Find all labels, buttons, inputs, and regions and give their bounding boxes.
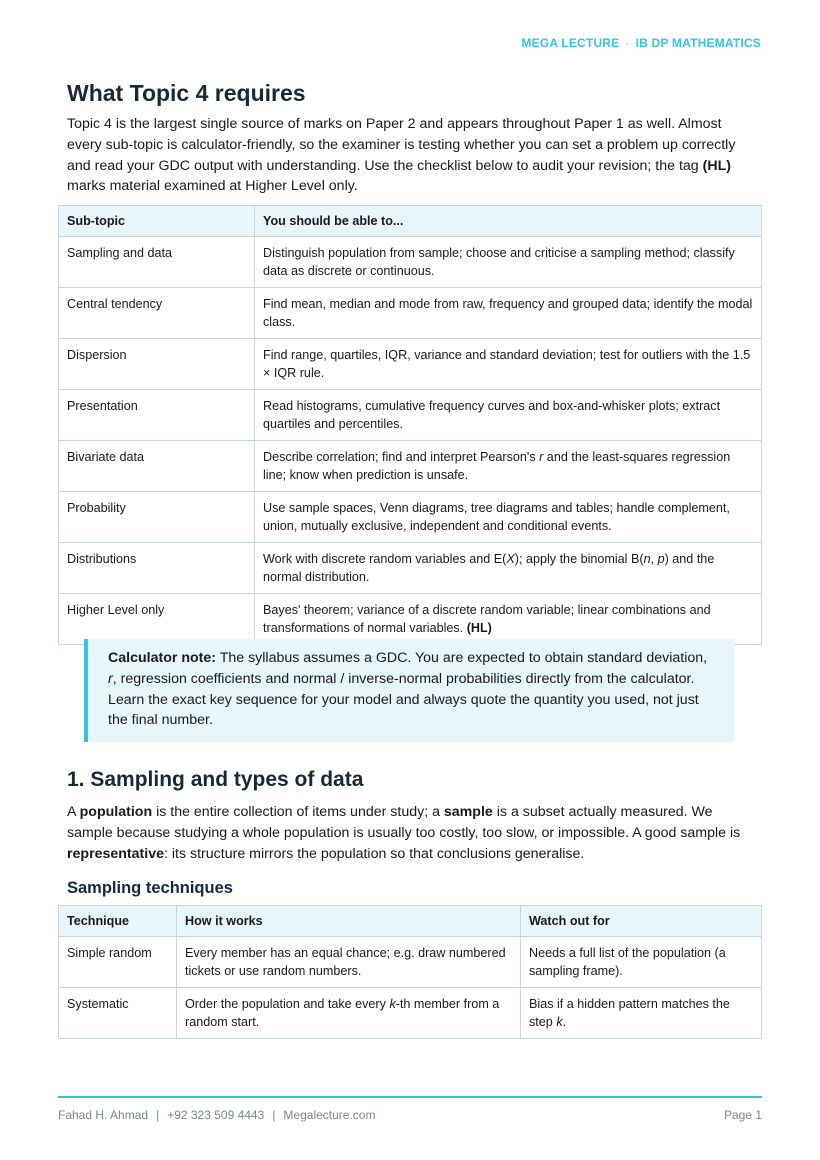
desc-part: ) and the normal distribution.	[263, 552, 715, 584]
note-label: Calculator note:	[108, 650, 216, 666]
variable-x: X	[506, 552, 515, 566]
calculator-note-box	[84, 639, 734, 742]
desc-part: and the least-squares regression line; know when prediction is unsafe.	[263, 450, 731, 482]
variable-k: k	[556, 1015, 563, 1029]
intro-text: Topic 4 is the largest single source of marks on Paper 2 and appears throughout Paper 1 as well. Almost every sub-topic is calculator-friendly, so the examiner is testing whether you can set a problem up correctly and read your GDC output with understanding. Use the checklist below to audit your revision; the tag	[67, 116, 736, 174]
how-cell	[177, 988, 521, 1039]
variable-r: r	[108, 670, 113, 687]
subtopic-cell: Sampling and data	[59, 237, 255, 288]
section-title-requires: What Topic 4 requires	[67, 80, 306, 106]
table-row	[59, 594, 762, 645]
description-cell: Use sample spaces, Venn diagrams, tree diagrams and tables; handle complement, union, mutually exclusive, independent and conditional events.	[255, 492, 762, 543]
para-text: is the entire collection of items under study; a	[152, 804, 444, 820]
hl-tag: (HL)	[702, 157, 732, 174]
description-cell: Find range, quartiles, IQR, variance and standard deviation; test for outliers with the 1.5 × IQR rule.	[255, 339, 762, 390]
description-cell: Find mean, median and mode from raw, frequency and grouped data; identify the modal class.	[255, 288, 762, 339]
how-part: Order the population and take every	[185, 997, 390, 1011]
footer-site: Megalecture.com	[283, 1108, 376, 1122]
footer-divider	[58, 1096, 762, 1098]
desc-part: Describe correlation; find and interpret Pearson's	[263, 450, 540, 464]
subtopic-cell: Central tendency	[59, 288, 255, 339]
note-text: , regression coefficients and normal / inverse-normal probabilities directly from the calculator. Learn the exact key sequence for your model and always quote the quantity you used, not just the final number.	[108, 670, 699, 729]
desc-part: ); apply the binomial B(	[514, 552, 644, 566]
description-cell	[255, 441, 762, 492]
how-cell: Every member has an equal chance; e.g. draw numbered tickets or use random numbers.	[177, 937, 521, 988]
note-text: The syllabus assumes a GDC. You are expected to obtain standard deviation,	[219, 650, 708, 666]
brand-subject: IB DP MATHEMATICS	[635, 36, 761, 50]
table-row	[59, 988, 762, 1039]
table-row	[59, 390, 762, 441]
sampling-paragraph	[67, 802, 762, 864]
table-header-row	[59, 906, 762, 937]
header-brand	[521, 36, 761, 50]
footer-author: Fahad H. Ahmad	[58, 1108, 149, 1122]
subtopic-cell: Dispersion	[59, 339, 255, 390]
technique-cell: Systematic	[59, 988, 177, 1039]
watch-part: Bias if a hidden pattern matches the step	[529, 997, 730, 1029]
brand-name: MEGA LECTURE	[521, 36, 620, 50]
technique-cell: Simple random	[59, 937, 177, 988]
footer-contact	[58, 1108, 375, 1122]
watch-part: .	[562, 1015, 567, 1029]
header-technique: Technique	[59, 906, 177, 937]
intro-paragraph	[67, 114, 757, 197]
description-cell	[255, 543, 762, 594]
header-how: How it works	[177, 906, 521, 937]
term-sample: sample	[443, 804, 493, 820]
subtopic-cell: Presentation	[59, 390, 255, 441]
page-number: Page 1	[723, 1108, 762, 1122]
desc-part: Bayes' theorem; variance of a discrete random variable; linear combinations and transformations of normal variables.	[263, 603, 711, 635]
variable-n: n	[643, 552, 651, 566]
desc-part: Work with discrete random variables and E(	[263, 552, 507, 566]
table-row	[59, 237, 762, 288]
subtopic-cell: Distributions	[59, 543, 255, 594]
table-row	[59, 492, 762, 543]
how-part: -th member from a random start.	[185, 997, 500, 1029]
footer-pipe: |	[156, 1108, 160, 1122]
table-row	[59, 288, 762, 339]
term-representative: representative	[67, 845, 164, 862]
hl-tag: (HL)	[466, 621, 492, 635]
variable-k: k	[389, 997, 396, 1011]
table-row	[59, 543, 762, 594]
para-text: is a subset actually measured. We sample because studying a whole population is usually too costly, too slow, or impossible. A good sample is	[67, 804, 741, 841]
watch-cell: Needs a full list of the population (a sampling frame).	[521, 937, 762, 988]
table-row	[59, 339, 762, 390]
techniques-table	[58, 905, 762, 1039]
brand-separator: ·	[625, 36, 630, 50]
description-cell	[255, 594, 762, 645]
section-title-sampling: 1. Sampling and types of data	[67, 768, 364, 791]
table-row	[59, 441, 762, 492]
variable-r: r	[539, 450, 544, 464]
variable-p: p	[657, 552, 665, 566]
table-header-row	[59, 206, 762, 237]
para-text: : its structure mirrors the population so that conclusions generalise.	[164, 845, 585, 862]
header-watch: Watch out for	[521, 906, 762, 937]
table-row	[59, 937, 762, 988]
subtopic-cell: Probability	[59, 492, 255, 543]
term-population: population	[79, 804, 153, 820]
watch-cell	[521, 988, 762, 1039]
para-text: A	[67, 804, 80, 820]
description-cell: Distinguish population from sample; choose and criticise a sampling method; classify data as discrete or continuous.	[255, 237, 762, 288]
checklist-table	[58, 205, 762, 645]
subtopic-cell: Bivariate data	[59, 441, 255, 492]
subheading-sampling-techniques: Sampling techniques	[67, 879, 233, 897]
footer-phone: +92 323 509 4443	[167, 1108, 265, 1122]
desc-part: ,	[650, 552, 658, 566]
description-cell: Read histograms, cumulative frequency curves and box-and-whisker plots; extract quartiles and percentiles.	[255, 390, 762, 441]
subtopic-cell: Higher Level only	[59, 594, 255, 645]
intro-tail: marks material examined at Higher Level only.	[67, 178, 358, 195]
header-able-to: You should be able to...	[255, 206, 762, 237]
header-subtopic: Sub-topic	[59, 206, 255, 237]
footer-pipe: |	[272, 1108, 276, 1122]
